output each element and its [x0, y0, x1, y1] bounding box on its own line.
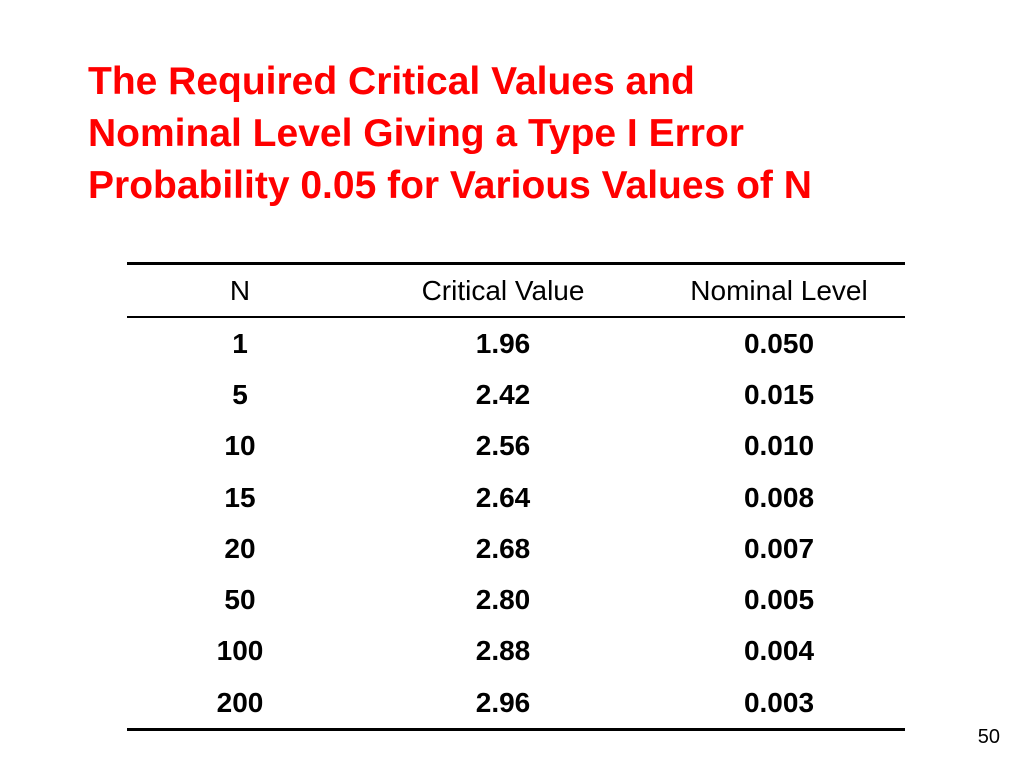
cell-n: 15 [224, 481, 256, 513]
cell-nominal-level: 0.050 [743, 327, 815, 359]
cell-n: 1 [232, 327, 248, 359]
cell-n: 200 [216, 686, 264, 718]
cell-critical-value: 1.96 [475, 327, 531, 359]
cell-nominal-level: 0.007 [743, 532, 815, 564]
cell-nominal-level: 0.015 [743, 378, 815, 410]
cell-critical-value: 2.56 [475, 430, 531, 462]
slide-title-line: Probability 0.05 for Various Values of N [88, 164, 812, 207]
header-critical-value: Critical Value [421, 274, 585, 306]
header-n: N [229, 274, 251, 306]
table-row [127, 523, 905, 574]
cell-nominal-level: 0.005 [743, 584, 815, 616]
table-header-row [127, 264, 905, 318]
cell-n: 50 [224, 584, 256, 616]
table-row [127, 574, 905, 625]
table-row [127, 317, 905, 369]
slide-title [88, 56, 968, 212]
cell-critical-value: 2.96 [475, 686, 531, 718]
slide-title-line: The Required Critical Values and [88, 60, 695, 103]
cell-critical-value: 2.64 [475, 481, 531, 513]
table-body [127, 317, 905, 730]
cell-nominal-level: 0.008 [743, 481, 815, 513]
critical-values-table-container [127, 262, 905, 731]
cell-critical-value: 2.88 [475, 635, 531, 667]
cell-n: 10 [224, 430, 256, 462]
cell-nominal-level: 0.003 [743, 686, 815, 718]
cell-n: 100 [216, 635, 264, 667]
cell-critical-value: 2.80 [475, 584, 531, 616]
cell-n: 5 [232, 378, 248, 410]
slide-title-line: Nominal Level Giving a Type I Error [88, 112, 744, 155]
table-header [127, 264, 905, 318]
table-row [127, 677, 905, 730]
table-row [127, 421, 905, 472]
cell-critical-value: 2.68 [475, 532, 531, 564]
cell-critical-value: 2.42 [475, 378, 531, 410]
cell-n: 20 [224, 532, 256, 564]
cell-nominal-level: 0.010 [743, 430, 815, 462]
header-nominal-level: Nominal Level [690, 274, 868, 306]
table-row [127, 369, 905, 420]
critical-values-table [127, 262, 905, 731]
table-row [127, 472, 905, 523]
cell-nominal-level: 0.004 [743, 635, 815, 667]
page-number: 50 [977, 726, 1000, 748]
table-row [127, 626, 905, 677]
